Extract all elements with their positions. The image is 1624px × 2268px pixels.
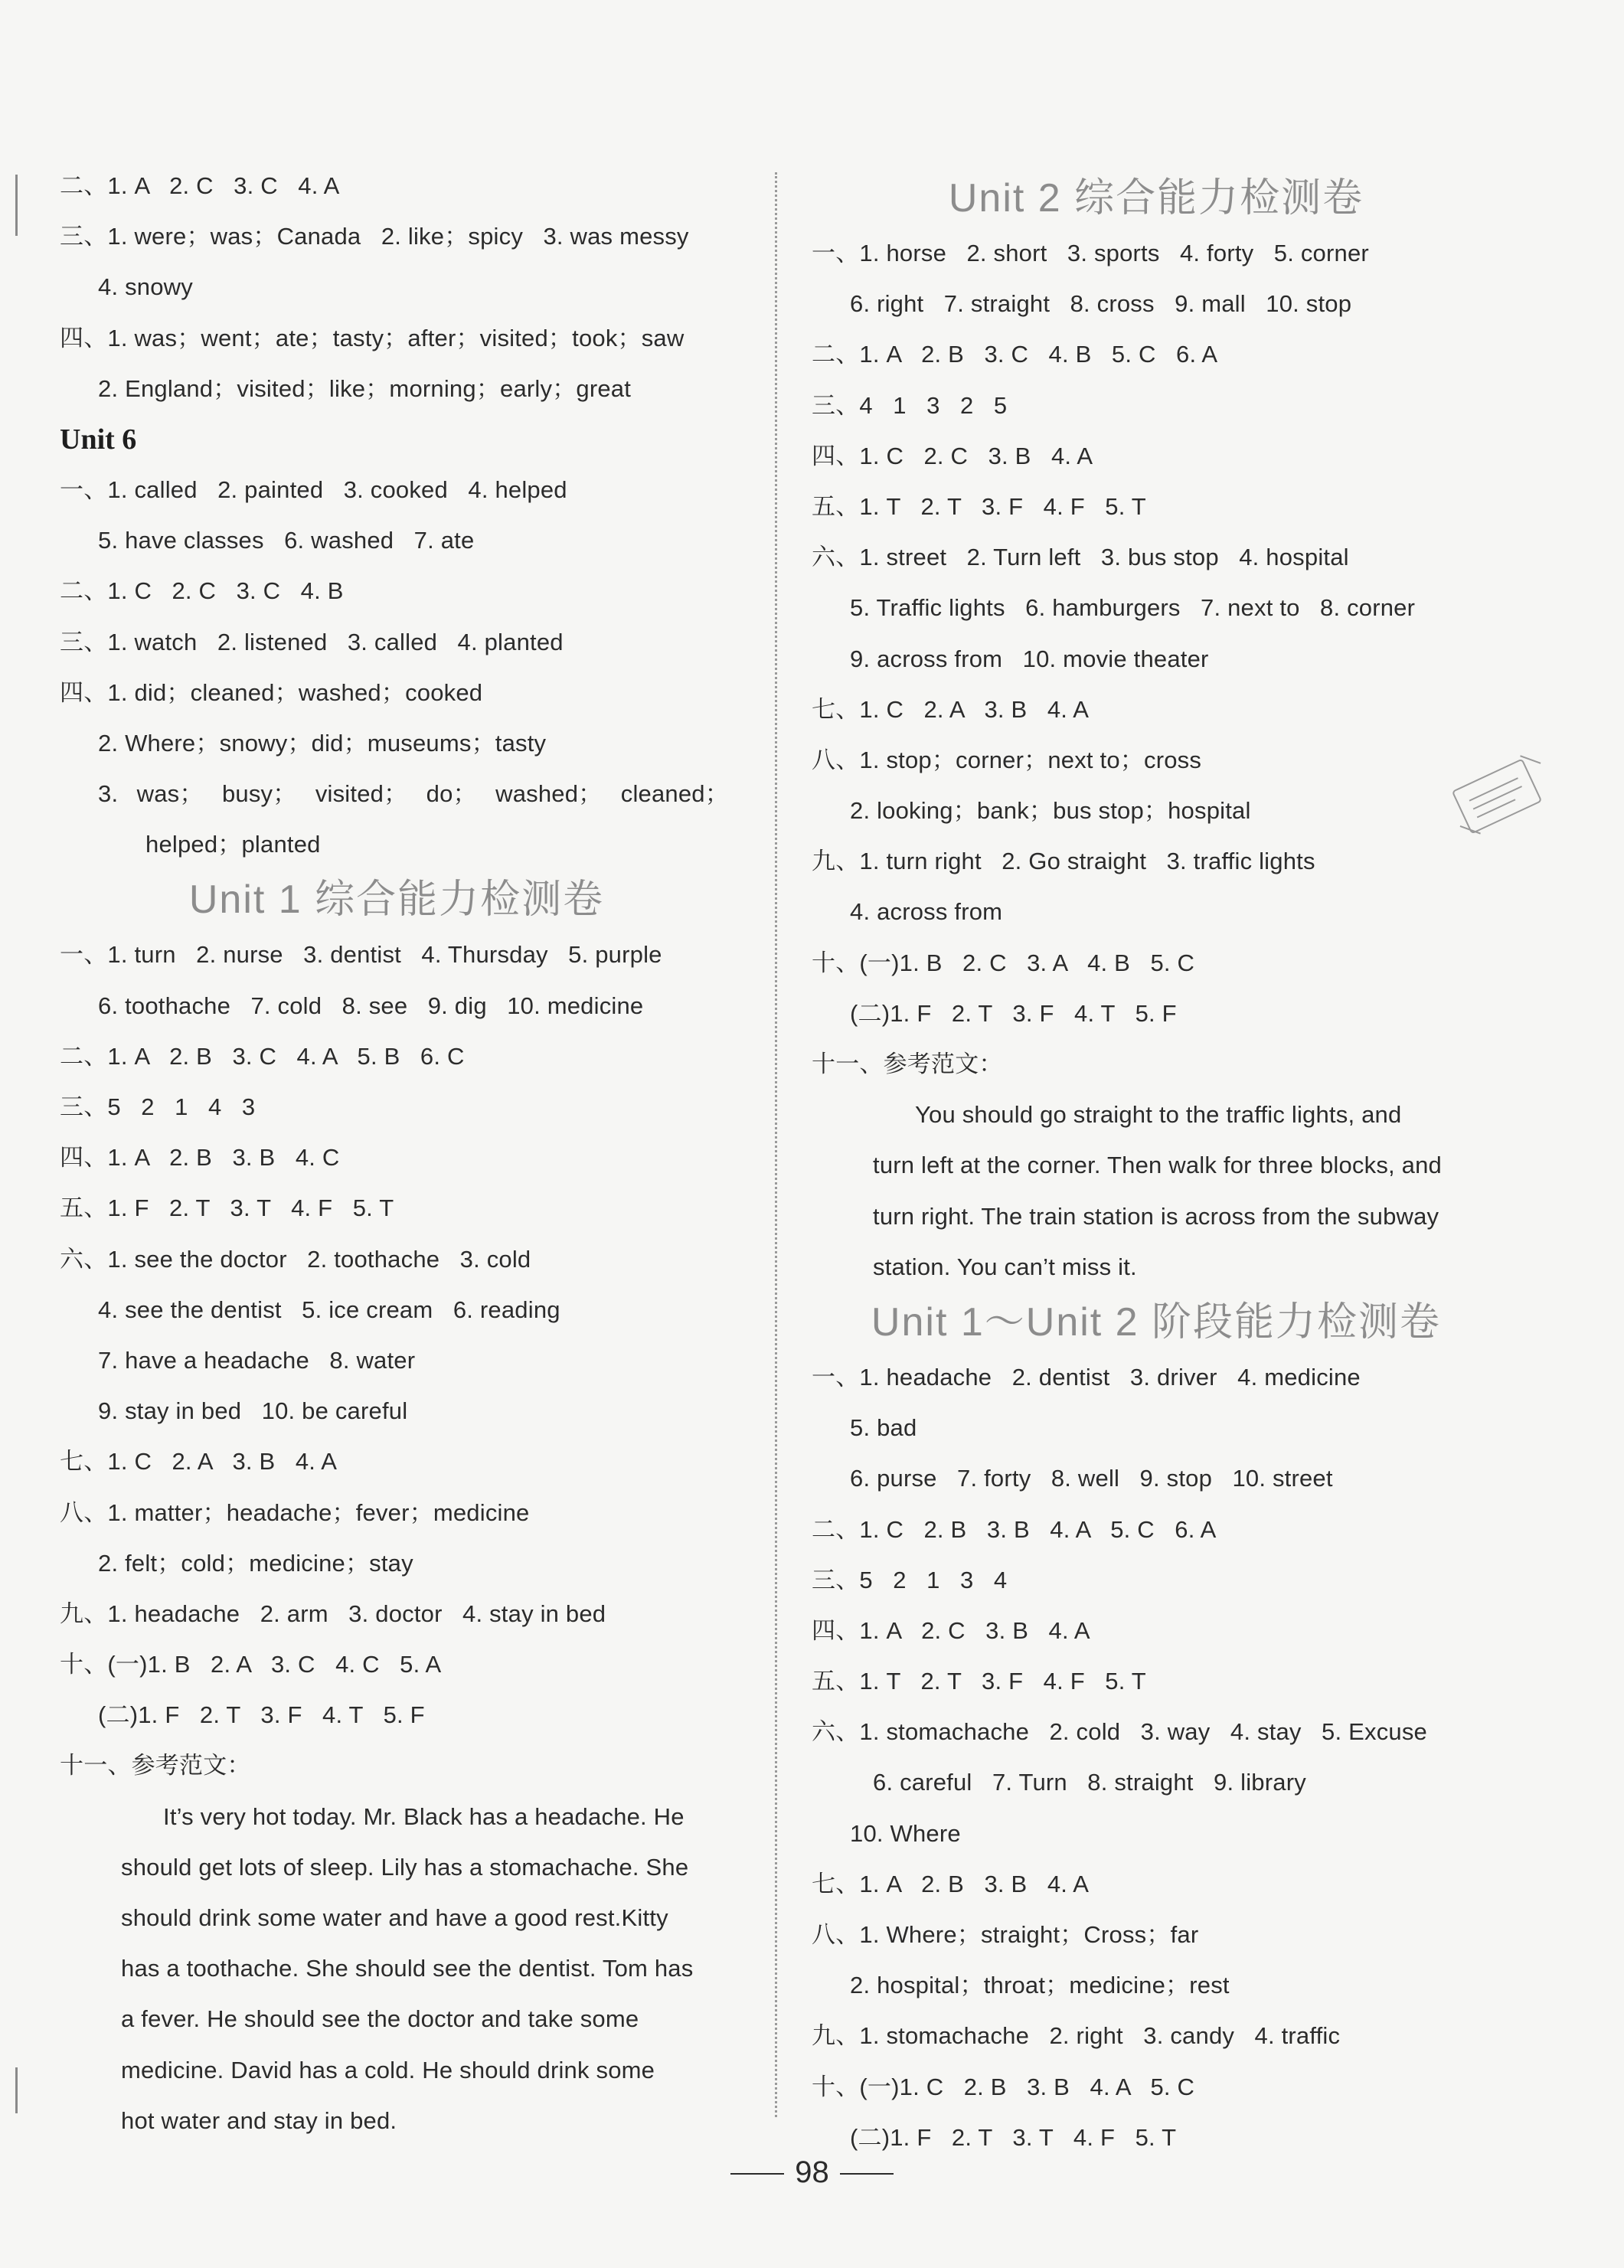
answer-line: 十一、参考范文： <box>812 1051 1003 1077</box>
faint-stamp-icon <box>1436 754 1558 838</box>
essay-line: a fever. He should see the doctor and take some <box>121 2005 639 2033</box>
essay-line: hot water and stay in bed. <box>121 2106 397 2134</box>
answer-line: 十、(一)1. C 2. B 3. B 4. A 5. C <box>812 2073 1195 2100</box>
answer-line: 九、1. turn right 2. Go straight 3. traffic lights <box>812 848 1315 875</box>
answer-line: 2. felt；cold；medicine；stay <box>98 1549 413 1577</box>
answer-line: 二、1. A 2. B 3. C 4. B 5. C 6. A <box>812 341 1218 368</box>
unit1-test-title: Unit 1 综合能力检测卷 <box>188 877 605 923</box>
answer-line: 二、1. A 2. C 3. C 4. A <box>60 172 340 199</box>
answer-line: 6. purse 7. forty 8. well 9. stop 10. street <box>850 1465 1333 1492</box>
answer-line: 二、1. C 2. C 3. C 4. B <box>60 577 344 605</box>
answer-line: 一、1. horse 2. short 3. sports 4. forty 5. corner <box>812 240 1369 266</box>
answer-line: 五、1. T 2. T 3. F 4. F 5. T <box>812 492 1146 520</box>
stage-test-title: Unit 1～Unit 2 阶段能力检测卷 <box>871 1299 1442 1345</box>
answer-word: busy； <box>221 780 297 808</box>
answer-line: 五、1. F 2. T 3. T 4. F 5. T <box>60 1194 394 1222</box>
page-number-dash <box>730 2173 784 2175</box>
answer-line: 八、1. Where；straight；Cross；far <box>812 1921 1199 1948</box>
answer-line: 一、1. called 2. painted 3. cooked 4. helped <box>60 475 567 503</box>
essay-line: has a toothache. She should see the dentist. Tom has <box>121 1955 694 1982</box>
answer-line: 六、1. see the doctor 2. toothache 3. cold <box>60 1245 531 1273</box>
essay-line: medicine. David has a cold. He should drink some <box>121 2056 655 2083</box>
answer-line: 5. Traffic lights 6. hamburgers 7. next to 8. corner <box>850 594 1416 622</box>
essay-line: should get lots of sleep. Lily has a stomachache. She <box>121 1853 689 1881</box>
answer-line: 三、5 2 1 4 3 <box>60 1093 256 1120</box>
answer-line: 2. hospital；throat；medicine；rest <box>850 1972 1230 1999</box>
answer-word: washed； <box>495 780 603 808</box>
page-number <box>0 2155 1624 2190</box>
answer-line: 四、1. did；cleaned；washed；cooked <box>60 678 483 706</box>
margin-mark <box>15 175 18 236</box>
answer-line: 一、1. headache 2. dentist 3. driver 4. medicine <box>812 1363 1361 1391</box>
answer-line: 三、5 2 1 3 4 <box>812 1566 1008 1593</box>
essay-line: turn left at the corner. Then walk for three blocks, and <box>873 1152 1442 1179</box>
answer-line: 七、1. C 2. A 3. B 4. A <box>60 1448 338 1476</box>
answer-line: 9. stay in bed 10. be careful <box>98 1397 408 1425</box>
answer-line: 2. England；visited；like；morning；early；great <box>98 374 632 402</box>
answer-line: 5. bad <box>850 1414 917 1442</box>
answer-line: 十一、参考范文： <box>60 1752 251 1779</box>
answer-line: (二)1. F 2. T 3. T 4. F 5. T <box>850 2123 1177 2151</box>
answer-line: helped；planted <box>145 831 321 858</box>
answer-line: 五、1. T 2. T 3. F 4. F 5. T <box>812 1668 1146 1695</box>
column-divider <box>775 172 777 2117</box>
page-number-text: 98 <box>795 2155 829 2189</box>
answer-line: 四、1. was；went；ate；tasty；after；visited；took；saw <box>60 324 685 351</box>
essay-line: should drink some water and have a good rest.Kitty <box>121 1904 668 1931</box>
answer-line: 4. snowy <box>98 273 193 301</box>
answer-line: 九、1. headache 2. arm 3. doctor 4. stay in bed <box>60 1600 606 1627</box>
left-column <box>60 161 734 2146</box>
essay-line: station. You can’t miss it. <box>873 1253 1137 1280</box>
answer-line: 三、1. watch 2. listened 3. called 4. planted <box>60 628 564 655</box>
essay-line: You should go straight to the traffic lights, and <box>915 1101 1402 1129</box>
answer-line: 4. see the dentist 5. ice cream 6. reading <box>98 1296 560 1323</box>
right-column <box>812 168 1501 2163</box>
answer-line: 八、1. stop；corner；next to；cross <box>812 746 1202 773</box>
answer-line: 6. right 7. straight 8. cross 9. mall 10. stop <box>850 290 1352 318</box>
answer-line: 七、1. C 2. A 3. B 4. A <box>812 695 1090 723</box>
essay-line: turn right. The train station is across from the subway <box>873 1202 1439 1230</box>
answer-line-justified <box>60 769 734 819</box>
answer-word: do； <box>426 780 477 808</box>
answer-line: (二)1. F 2. T 3. F 4. T 5. F <box>98 1701 425 1729</box>
answer-line: 6. careful 7. Turn 8. straight 9. library <box>873 1769 1306 1796</box>
answer-word: cleaned； <box>620 780 729 808</box>
answer-line: 2. Where；snowy；did；museums；tasty <box>98 729 547 757</box>
answer-line: 十、(一)1. B 2. A 3. C 4. C 5. A <box>60 1651 442 1678</box>
answer-line: 七、1. A 2. B 3. B 4. A <box>812 1870 1090 1897</box>
answer-line: 2. looking；bank；bus stop；hospital <box>850 797 1251 825</box>
answer-line: 6. toothache 7. cold 8. see 9. dig 10. medicine <box>98 992 644 1019</box>
answer-word: 3. <box>98 780 119 808</box>
answer-word: visited； <box>315 780 408 808</box>
answer-line: 六、1. street 2. Turn left 3. bus stop 4. hospital <box>812 544 1349 571</box>
page-number-dash <box>840 2173 894 2175</box>
answer-line: 10. Where <box>850 1819 961 1847</box>
answer-line: 9. across from 10. movie theater <box>850 645 1209 672</box>
answer-line: 二、1. C 2. B 3. B 4. A 5. C 6. A <box>812 1515 1217 1543</box>
unit6-heading: Unit 6 <box>60 423 137 456</box>
answer-word: was； <box>136 780 204 808</box>
answer-line: (二)1. F 2. T 3. F 4. T 5. F <box>850 999 1177 1027</box>
margin-mark <box>15 2067 18 2113</box>
answer-line: 十、(一)1. B 2. C 3. A 4. B 5. C <box>812 949 1195 976</box>
answer-line: 一、1. turn 2. nurse 3. dentist 4. Thursday 5. purple <box>60 941 662 969</box>
answer-line: 5. have classes 6. washed 7. ate <box>98 527 475 554</box>
answer-line: 六、1. stomachache 2. cold 3. way 4. stay 5. Excuse <box>812 1718 1427 1746</box>
answer-line: 八、1. matter；headache；fever；medicine <box>60 1498 530 1526</box>
answer-line: 九、1. stomachache 2. right 3. candy 4. traffic <box>812 2022 1341 2050</box>
answer-line: 四、1. C 2. C 3. B 4. A <box>812 442 1093 469</box>
answer-line: 7. have a headache 8. water <box>98 1346 416 1374</box>
essay-line: It’s very hot today. Mr. Black has a headache. He <box>163 1802 685 1830</box>
answer-line: 四、1. A 2. C 3. B 4. A <box>812 1616 1090 1644</box>
answer-line: 二、1. A 2. B 3. C 4. A 5. B 6. C <box>60 1042 465 1070</box>
answer-line: 4. across from <box>850 898 1003 926</box>
unit2-test-title: Unit 2 综合能力检测卷 <box>948 176 1364 221</box>
answer-line: 三、1. were；was；Canada 2. like；spicy 3. was messy <box>60 223 689 250</box>
answer-line: 三、4 1 3 2 5 <box>812 391 1008 419</box>
answer-line: 四、1. A 2. B 3. B 4. C <box>60 1144 340 1172</box>
